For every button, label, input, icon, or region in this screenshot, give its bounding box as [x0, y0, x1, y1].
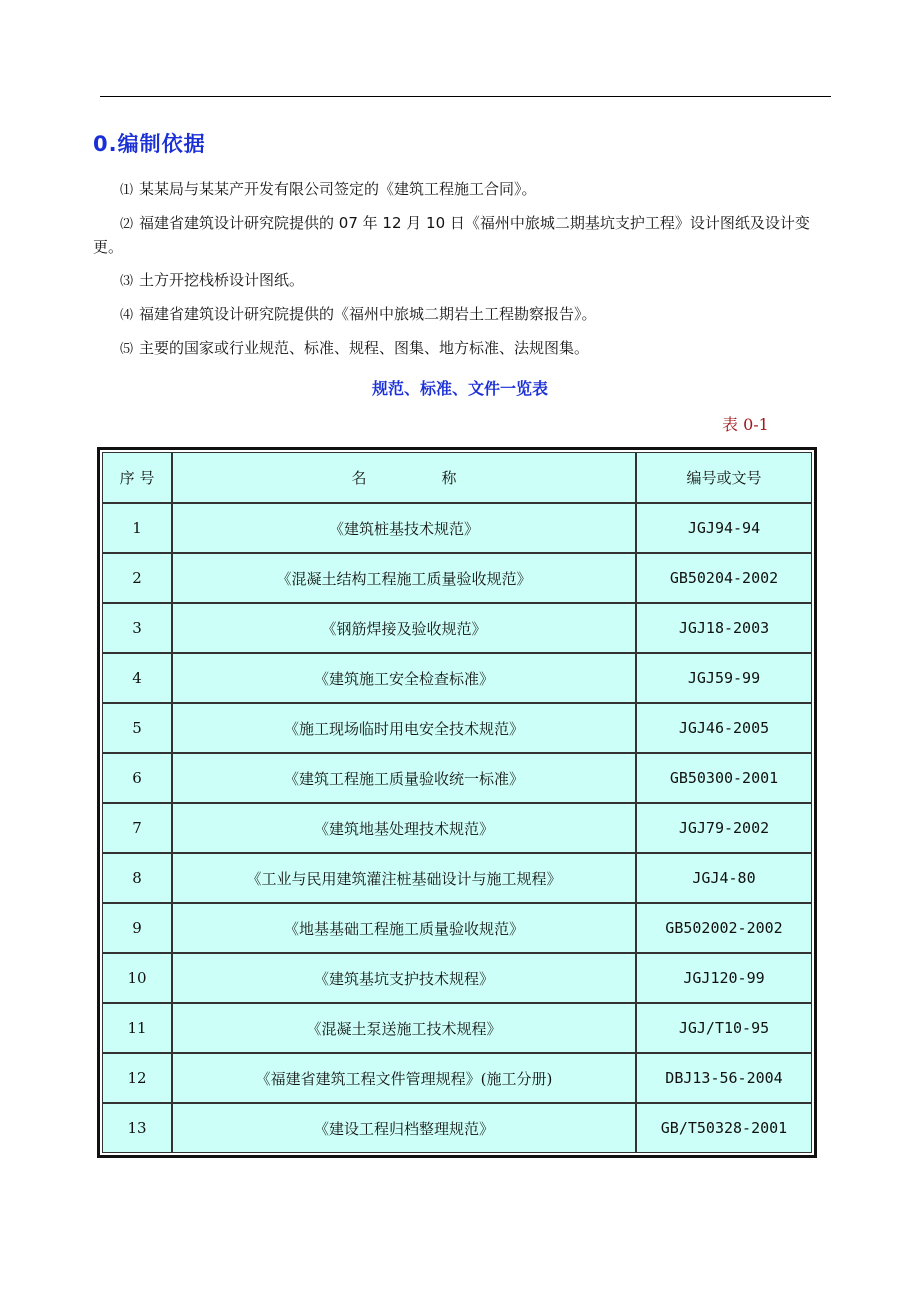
header-cell-no: 序 号 — [102, 452, 172, 503]
standard-code-cell: JGJ120-99 — [636, 953, 812, 1003]
standard-code-cell: JGJ79-2002 — [636, 803, 812, 853]
table-row — [102, 1053, 812, 1103]
standard-code-cell: GB50204-2002 — [636, 553, 812, 603]
table-row — [102, 1103, 812, 1153]
standard-name-cell: 《工业与民用建筑灌注桩基础设计与施工规程》 — [172, 853, 636, 903]
row-number-cell: 12 — [102, 1053, 172, 1103]
table-row — [102, 903, 812, 953]
standard-name-cell: 《建筑工程施工质量验收统一标准》 — [172, 753, 636, 803]
table-header-row — [102, 452, 812, 503]
table-row — [102, 853, 812, 903]
table-row — [102, 503, 812, 553]
standard-code-cell: GB/T50328-2001 — [636, 1103, 812, 1153]
standard-name-cell: 《施工现场临时用电安全技术规范》 — [172, 703, 636, 753]
standard-name-cell: 《建筑施工安全检查标准》 — [172, 653, 636, 703]
row-number-cell: 9 — [102, 903, 172, 953]
table-title: 规范、标准、文件一览表 — [371, 379, 548, 398]
item-text: 某某局与某某产开发有限公司签定的《建筑工程施工合同》。 — [139, 180, 537, 198]
standard-code-cell: DBJ13-56-2004 — [636, 1053, 812, 1103]
table-row — [102, 953, 812, 1003]
item-number: ⑸ — [120, 342, 134, 357]
row-number-cell: 5 — [102, 703, 172, 753]
item-number: ⑶ — [120, 274, 134, 289]
header-cell-code: 编号或文号 — [636, 452, 812, 503]
table-row — [102, 553, 812, 603]
row-number-cell: 4 — [102, 653, 172, 703]
row-number-cell: 13 — [102, 1103, 172, 1153]
standard-code-cell: JGJ46-2005 — [636, 703, 812, 753]
standard-name-cell: 《福建省建筑工程文件管理规程》(施工分册) — [172, 1053, 636, 1103]
basis-item — [93, 269, 833, 293]
standard-name-cell: 《建筑地基处理技术规范》 — [172, 803, 636, 853]
standards-table — [102, 452, 812, 1153]
basis-item — [93, 212, 833, 259]
item-text: 主要的国家或行业规范、标准、规程、图集、地方标准、法规图集。 — [139, 339, 590, 357]
standard-code-cell: GB50300-2001 — [636, 753, 812, 803]
table-row — [102, 603, 812, 653]
item-number: ⑵ — [120, 217, 134, 232]
table-number: 表 0-1 — [722, 415, 769, 434]
standard-code-cell: JGJ18-2003 — [636, 603, 812, 653]
standard-code-cell: JGJ94-94 — [636, 503, 812, 553]
row-number-cell: 1 — [102, 503, 172, 553]
standard-name-cell: 《地基基础工程施工质量验收规范》 — [172, 903, 636, 953]
table-row — [102, 1003, 812, 1053]
item-text: 福建省建筑设计研究院提供的《福州中旅城二期岩土工程勘察报告》。 — [139, 305, 597, 323]
standard-code-cell: JGJ/T10-95 — [636, 1003, 812, 1053]
standard-name-cell: 《建设工程归档整理规范》 — [172, 1103, 636, 1153]
standard-code-cell: JGJ4-80 — [636, 853, 812, 903]
row-number-cell: 11 — [102, 1003, 172, 1053]
standard-name-cell: 《混凝土结构工程施工质量验收规范》 — [172, 553, 636, 603]
header-cell-name: 名 称 — [172, 452, 636, 503]
item-text: 福建省建筑设计研究院提供的 07 年 12 月 10 日《福州中旅城二期基坑支护工程》设计图纸及设计变更。 — [93, 214, 810, 256]
row-number-cell: 7 — [102, 803, 172, 853]
row-number-cell: 3 — [102, 603, 172, 653]
item-number: ⑴ — [120, 183, 134, 198]
standard-name-cell: 《钢筋焊接及验收规范》 — [172, 603, 636, 653]
standard-code-cell: JGJ59-99 — [636, 653, 812, 703]
standard-code-cell: GB502002-2002 — [636, 903, 812, 953]
table-row — [102, 803, 812, 853]
item-text: 土方开挖栈桥设计图纸。 — [139, 271, 305, 289]
row-number-cell: 10 — [102, 953, 172, 1003]
section-heading: 0.编制依据 — [93, 132, 206, 156]
basis-item — [93, 178, 833, 202]
item-number: ⑷ — [120, 308, 134, 323]
row-number-cell: 2 — [102, 553, 172, 603]
basis-list — [93, 178, 833, 371]
standard-name-cell: 《建筑桩基技术规范》 — [172, 503, 636, 553]
table-row — [102, 753, 812, 803]
row-number-cell: 8 — [102, 853, 172, 903]
basis-item — [93, 303, 833, 327]
table-row — [102, 653, 812, 703]
header-rule — [100, 96, 831, 97]
standard-name-cell: 《建筑基坑支护技术规程》 — [172, 953, 636, 1003]
standard-name-cell: 《混凝土泵送施工技术规程》 — [172, 1003, 636, 1053]
table-row — [102, 703, 812, 753]
standards-table-frame — [97, 447, 817, 1158]
basis-item — [93, 337, 833, 361]
row-number-cell: 6 — [102, 753, 172, 803]
